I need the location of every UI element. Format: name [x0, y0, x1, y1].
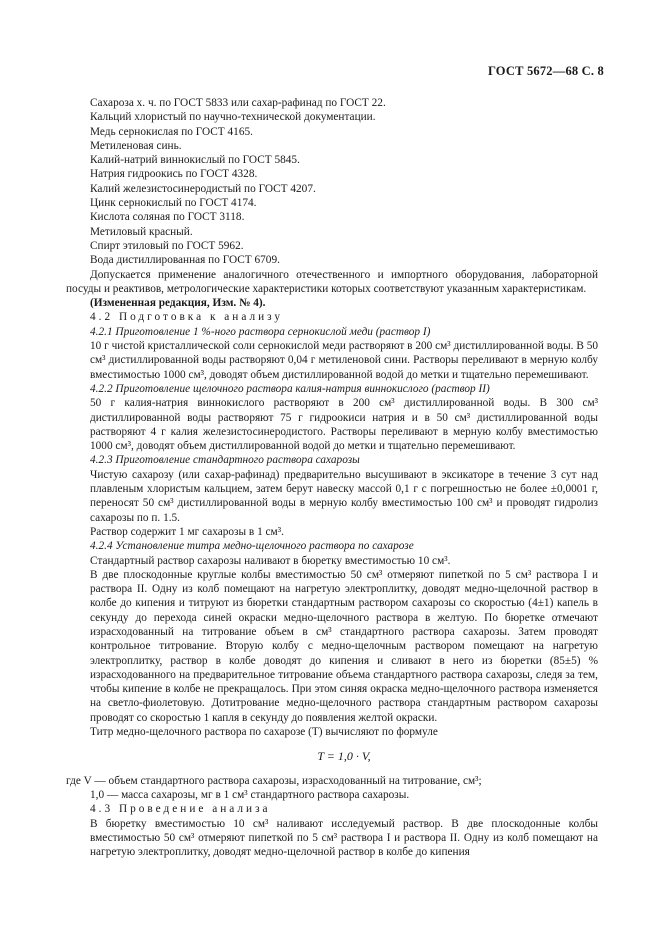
material-item: Метиловый красный.: [90, 225, 193, 238]
page-header: ГОСТ 5672—68 С. 8: [487, 64, 604, 78]
material-item: Кальций хлористый по научно-технической документации.: [90, 111, 376, 124]
section-4-3-heading: 4.3 Проведение анализа: [90, 803, 271, 816]
section-4-2-1-text: 10 г чистой кристаллической соли сернокислой меди растворяют в 200 см³ дистиллированной воды. В 50 см³ дистиллированной воды растворяют 0,04 г метиленовой сини. Растворы переливают в мерную колбу вместимостью 1000 см³, доводят объем дистиллированной водой до метки и тщательно перемешивают.: [90, 340, 598, 381]
material-item: Сахароза х. ч. по ГОСТ 5833 или сахар-рафинад по ГОСТ 22.: [90, 97, 386, 109]
material-item: Натрия гидроокись по ГОСТ 4328.: [90, 168, 258, 181]
equipment-note: Допускается применение аналогичного отечественного и импортного оборудования, лабораторной посуды и реактивов, метрологические характеристики которых соответствуют указанным характеристикам.: [66, 268, 598, 295]
formula-legend-mass: 1,0 — масса сахарозы, мг в 1 см³ стандартного раствора сахарозы.: [90, 788, 410, 801]
document-body: [66, 96, 598, 859]
section-4-2-1-heading: 4.2.1 Приготовление 1 %-ного раствора сернокислой меди (раствор I): [90, 325, 431, 338]
section-4-2-4-text-2: В две плоскодонные круглые колбы вместимостью 50 см³ отмеряют пипеткой по 5 см³ раствора I и раствора II. Одну из колб помещают на нагретую электроплитку, доводят медно-щелочной раствор в колбе до кипения и титруют из бюретки стандартным раствором сахарозы со скоростью (4±1) капель в секунду до перехода синей окраски медно-щелочного раствора в желтую. По бюретке отмечают израсходованный на титрование объем в см³ стандартного раствора сахарозы. Затем проводят контрольное титрование. Вторую колбу с медно-щелочным раствором помещают на нагретую электроплитку, раствор в колбе доводят до кипения и сливают в него из бюретки (85±5) % израсходованного на предварительное титрование объема стандартного раствора сахарозы, следя за тем, чтобы кипение в колбе не прекращалось. При этом синяя окраска медно-щелочного раствора изменяется на светло-фиолетовую. Дотитрование медно-щелочного раствора стандартным раствором сахарозы проводят со скоростью 1 капля в секунду до появления желтой окраски.: [90, 568, 598, 724]
material-item: Кислота соляная по ГОСТ 3118.: [90, 211, 245, 224]
section-4-2-4-text-3: Титр медно-щелочного раствора по сахарозе (T) вычисляют по формуле: [90, 726, 438, 739]
titer-formula: T = 1,0 · V,: [317, 749, 371, 764]
formula-legend-v: где V — объем стандартного раствора сахарозы, израсходованный на титрование, см³;: [66, 774, 482, 787]
materials-list: [90, 96, 598, 268]
material-item: Спирт этиловый по ГОСТ 5962.: [90, 239, 244, 252]
section-4-2-3-text: Чистую сахарозу (или сахар-рафинад) предварительно высушивают в эксикаторе в течение 3 сут над плавленым хлористым кальцием, затем берут навеску массой 0,1 г с погрешностью не более ±0,0001 г, переносят 50 см³ дистиллированной воды в мерную колбу вместимостью 100 см³ и проводят гидролиз сахарозы по п. 1.5.: [90, 468, 598, 524]
section-4-2-3-heading: 4.2.3 Приготовление стандартного раствора сахарозы: [90, 454, 360, 467]
material-item: Цинк сернокислый по ГОСТ 4174.: [90, 197, 257, 210]
section-4-2-3-note: Раствор содержит 1 мг сахарозы в 1 см³.: [90, 525, 284, 538]
material-item: Метиленовая синь.: [90, 139, 182, 152]
material-item: Калий-натрий виннокислый по ГОСТ 5845.: [90, 154, 300, 167]
material-item: Калий железистосинеродистый по ГОСТ 4207.: [90, 182, 316, 195]
section-4-2-heading: 4.2 Подготовка к анализу: [90, 311, 283, 324]
material-item: Медь сернокислая по ГОСТ 4165.: [90, 125, 253, 138]
edition-note: (Измененная редакция, Изм. № 4).: [90, 297, 266, 310]
material-item: Вода дистиллированная по ГОСТ 6709.: [90, 254, 280, 267]
section-4-2-4-heading: 4.2.4 Установление титра медно-щелочного раствора по сахарозе: [90, 540, 414, 553]
section-4-3-text: В бюретку вместимостью 10 см³ наливают исследуемый раствор. В две плоскодонные колбы вместимостью 50 см³ отмеряют пипеткой по 5 см³ раствора I и раствора II. Одну из колб помещают на нагретую электроплитку, доводят медно-щелочной раствор в колбе до кипения: [90, 817, 598, 859]
section-4-2-2-text: 50 г калия-натрия виннокислого растворяют в 200 см³ дистиллированной воды. В 300 см³ дистиллированной воды растворяют 75 г гидроокиси натрия и в 50 см³ дистиллированной воды растворяют 4 г калия железистосинеродистого. Растворы переливают в мерную колбу вместимостью 1000 см³, доводят объем дистиллированной водой до метки и тщательно перемешивают.: [90, 397, 598, 453]
section-4-2-4-text-1: Стандартный раствор сахарозы наливают в бюретку вместимостью 10 см³.: [90, 554, 451, 567]
section-4-2-2-heading: 4.2.2 Приготовление щелочного раствора калия-натрия виннокислого (раствор II): [90, 382, 490, 395]
